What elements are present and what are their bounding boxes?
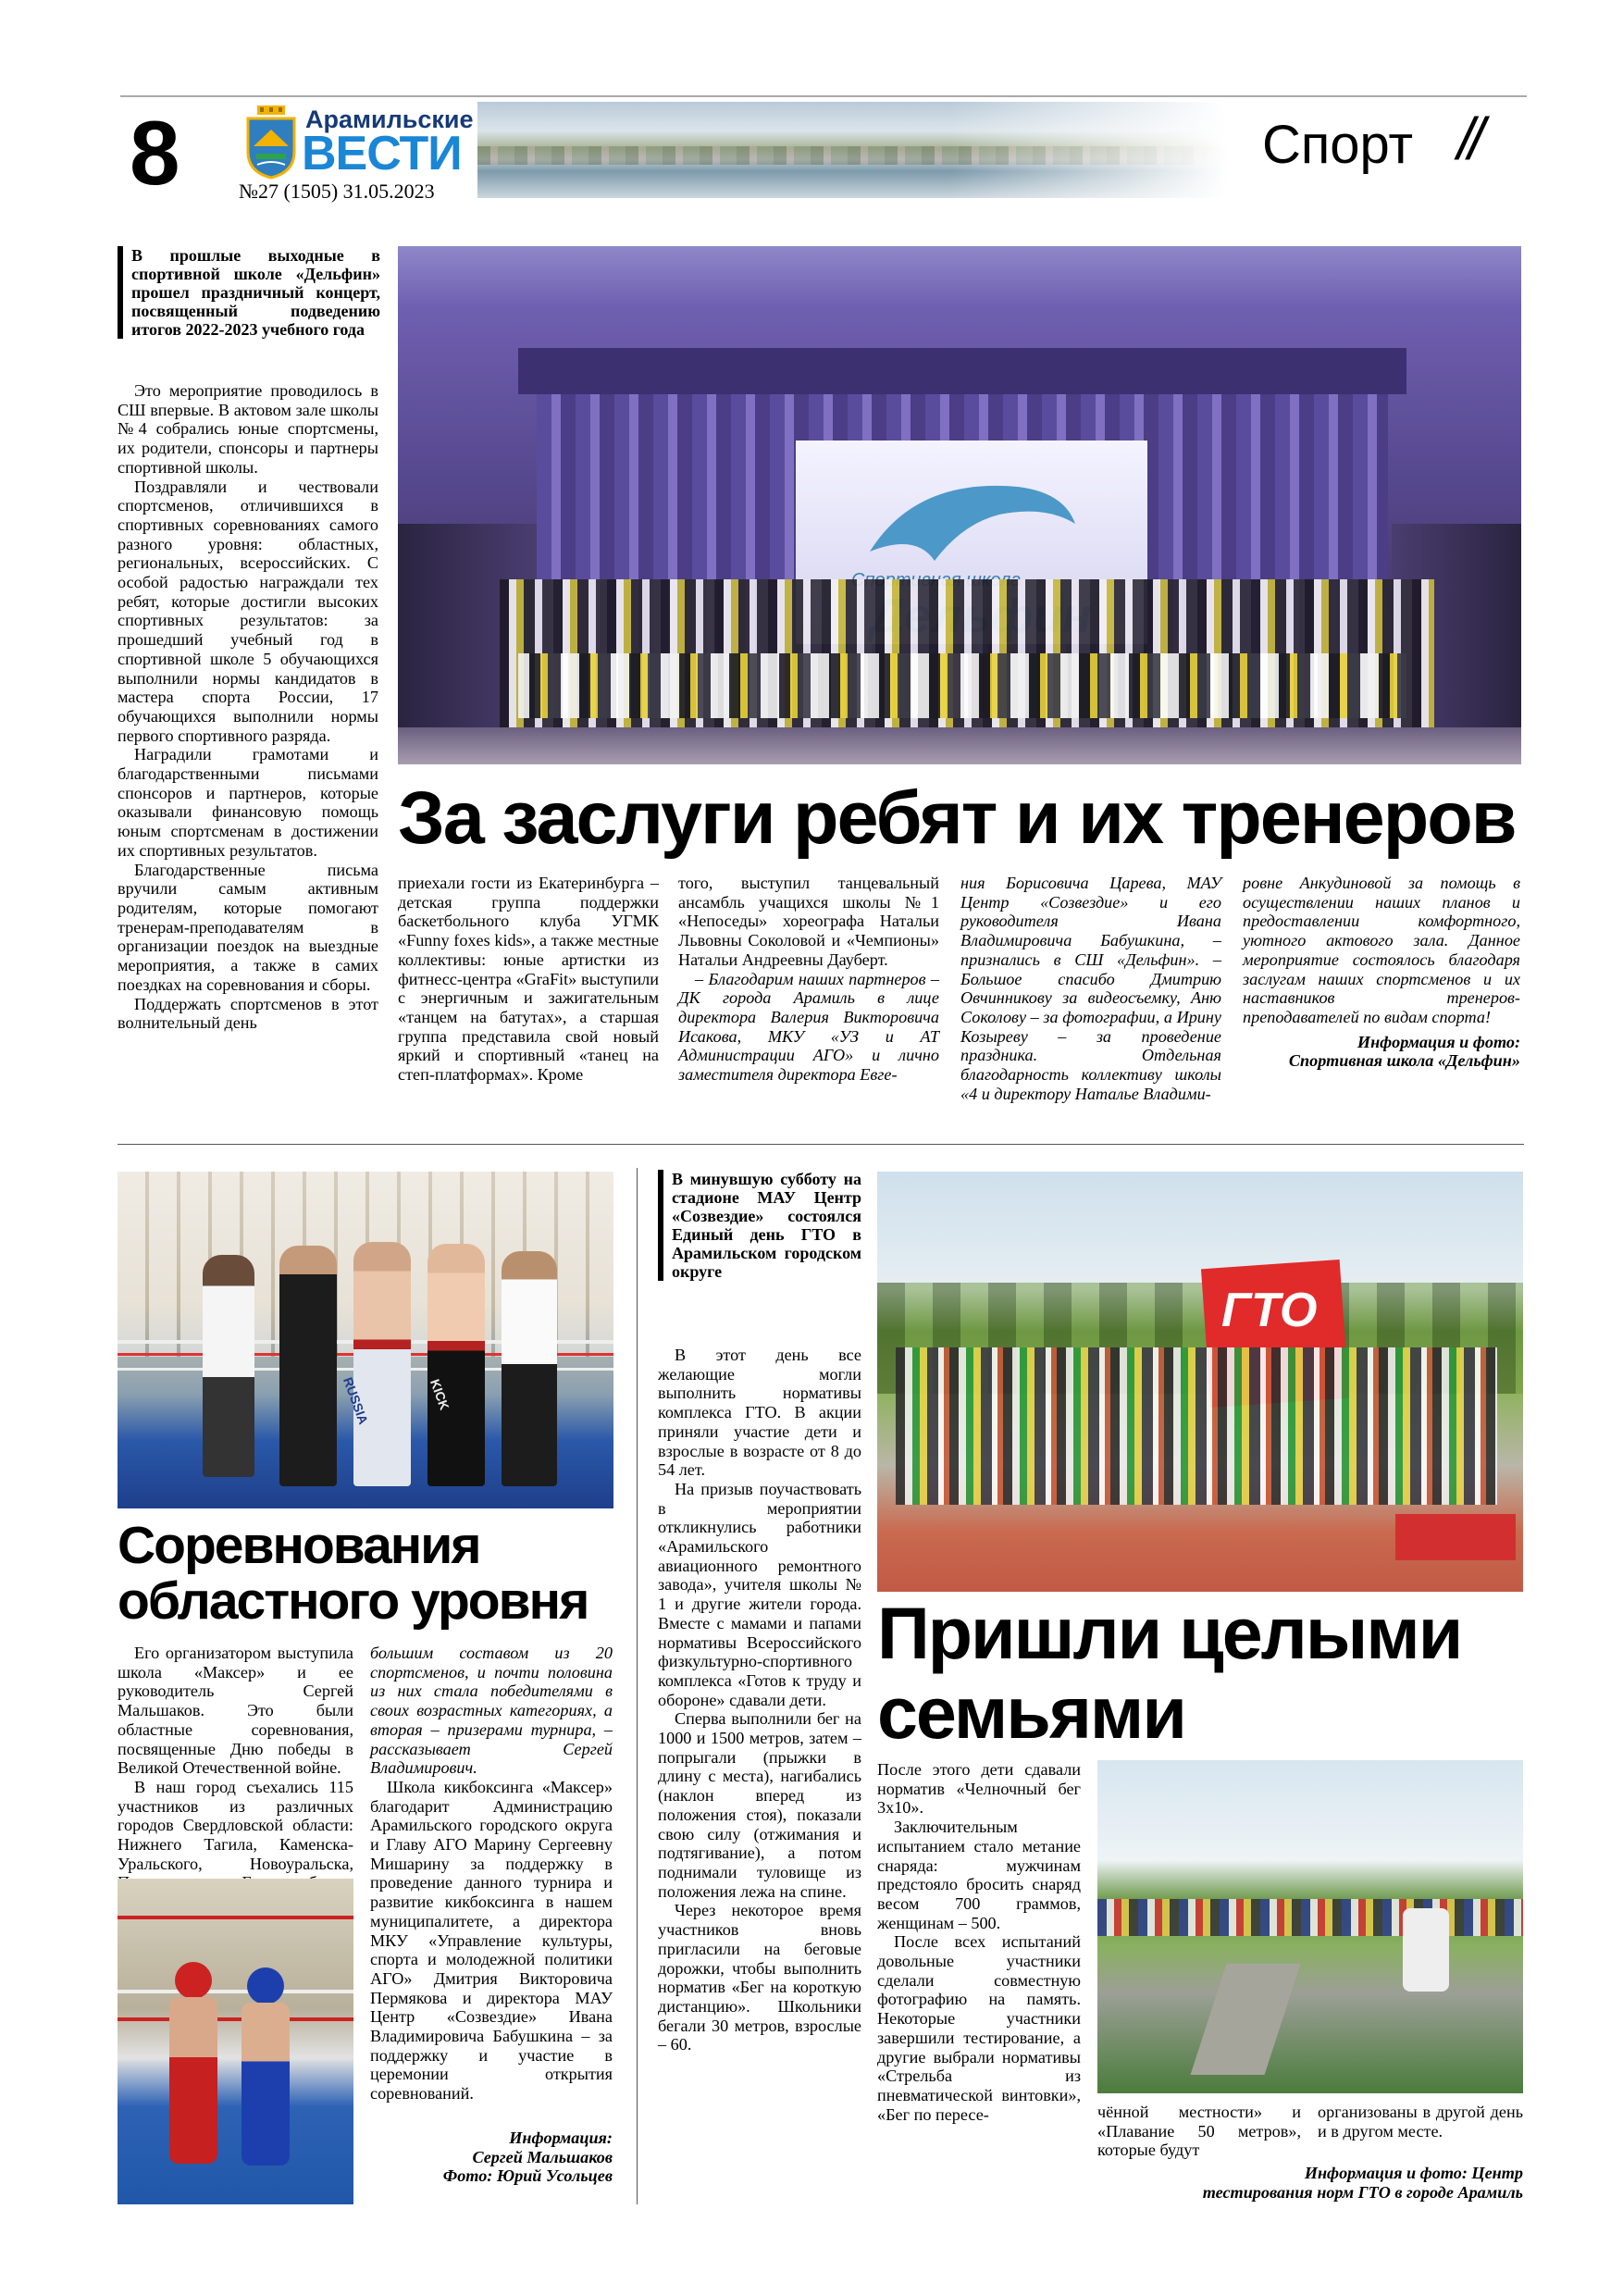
- shorts-text-1: RUSSIA: [340, 1375, 372, 1427]
- paper-logo: [239, 104, 481, 187]
- header-rule: [120, 95, 1527, 97]
- article3-paragraph: После всех испытаний довольные участники сделали совместную фотографию на память. Некоторые участники завершили тестирование, а другие выбрали нормативы «Стрельба из пневматической винтовки», «Бег по пересе-: [877, 1932, 1081, 2124]
- section-divider: [118, 1144, 1524, 1145]
- article1-paragraph: ровне Анкудиновой за помощь в осуществлении наших планов и предоставлении комфортного, уютного актового зала. Данное мероприятие состоялось благодаря заслугам наших спортсменов и их наставников тренеров-преподавателей по видам спорта!: [1243, 874, 1520, 1026]
- article1-paragraph: Это мероприятие проводилось в СШ впервые. В актовом зале школы №4 собрались юные спортсмены, их родители, спонсоры и партнеры спортивной школы.: [118, 381, 378, 477]
- article3-signature: [1097, 2164, 1523, 2202]
- article1-paragraph: того, выступил танцевальный ансамбль учащихся школы №1 «Непоседы» хореографа Натальи Львовны Соколовой и «Чемпионы» Натальи Андреевны Дауберт.: [678, 874, 939, 969]
- article1-column-2: [398, 874, 659, 1085]
- article1-column-1: [118, 381, 378, 1033]
- article2-signature-2: Сергей Мальшаков: [472, 2147, 613, 2166]
- article1-column-4: [960, 874, 1221, 1103]
- concert-stage-photo: [398, 246, 1521, 764]
- article3-paragraph: Заключительным испытанием стало метание снаряда: мужчинам предстояло бросить снаряд весом 700 граммов, женщинам – 500.: [877, 1818, 1081, 1932]
- gto-flag-text: ГТО: [1221, 1284, 1318, 1337]
- kickboxing-fight-photo: [118, 1879, 353, 2204]
- kickboxing-winners-photo: [118, 1172, 613, 1508]
- article2-paragraph: Школа кикбоксинга «Максер» благодарит Администрацию Арамильского городского округа и Главу АГО Марину Сергеевну Мишарину за поддержку в проведение данного турнира и развитие кикбоксинга в нашем муниципалитете, а директора МКУ «Управление культуры, спорта и молодежной политики АГО» Дмитрия Викторовича Пермякова и директора МАУ Центр «Созвездие» Ивана Владимировича Бабушкина – за поддержку и участие в церемонии открытия соревнований.: [370, 1777, 613, 2104]
- article1-paragraph: Наградили грамотами и благодарственными письмами спонсоров и партнеров, которые оказывали финансовую помощь юным спортсменам в достижении их спортивных результатов.: [118, 745, 378, 860]
- article3-paragraph: В этот день все желающие могли выполнить нормативы комплекса ГТО. В акции приняли участие дети и взрослые в возрасте от 8 до 54 лет.: [658, 1346, 861, 1480]
- article1-column-5: [1243, 874, 1520, 1071]
- article1-signature-2: Спортивная школа «Дельфин»: [1288, 1051, 1520, 1071]
- article2-column-1: [118, 1644, 353, 1912]
- paper-name-top: Арамильские: [305, 105, 474, 133]
- article1-paragraph: ния Борисовича Царева, МАУ Центр «Созвездие» и его руководителя Ивана Владимировича Бабушкина, – признались в СШ «Дельфин». – Большое спасибо Дмитрию Овчинникову за видеосъемку, Аню Соколову – за фотографии, а Ирину Козыреву – за проведение праздника. Отдельная благодарность коллективу школы «4 и директору Наталье Владими-: [960, 874, 1221, 1103]
- article1-paragraph: Благодарственные письма вручили самым активным родителям, которые помогают тренерам-преподавателям в организации поездок на выездные мероприятия, а также в самих поездках на соревнования и сборы.: [118, 860, 378, 994]
- article3-paragraph: Сперва выполнили бег на 1000 и 1500 метров, затем – попрыгали (прыжки в длину с места), нагибались (наклон вперед из положения стоя), показали свою силу (отжимания и подтягивание), а потом поднимали туловище из положения лежа на спине.: [658, 1709, 861, 1901]
- article3-signature-2: тестирования норм ГТО в городе Арамиль: [1202, 2182, 1523, 2202]
- article2-signature-1: Информация:: [509, 2128, 613, 2147]
- article3-lead: В минувшую субботу на стадионе МАУ Центр «Созвездие» состоялся Единый день ГТО в Арамильском городском округе: [658, 1170, 861, 1281]
- article1-lead: В прошлые выходные в спортивной школе «Дельфин» прошел праздничный концерт, посвященный подведению итогов 2022-2023 учебного года: [118, 246, 380, 339]
- article2-headline: Соревнования областного уровня: [118, 1516, 588, 1631]
- article1-paragraph: – Благодарим наших партнеров – ДК города Арамиль в лице директора Валерия Викторовича Исакова, МКУ «УЗ и АТ Администрации АГО» и лично заместителя директора Евге-: [678, 969, 939, 1085]
- article2-paragraph: Его организатором выступила школа «Максер» и ее руководитель Сергей Мальшаков. Это были областные соревнования, посвященные Дню победы в Великой Отечественной войне.: [118, 1644, 353, 1778]
- coat-of-arms-icon: [244, 105, 298, 180]
- article2-column-2: [370, 1644, 613, 2104]
- dolphin-logo-icon: [861, 468, 1083, 570]
- article3-column-1: [658, 1346, 861, 2054]
- article3-column-2: [877, 1760, 1081, 2124]
- article2-paragraph: В наш город съехались 115 участников из различных городов Свердловской области: Нижнего Тагила, Каменска-Уральского, Новоуральска,: [118, 1777, 353, 1873]
- article1-headline: За заслуги ребят и их тренеров: [398, 776, 1516, 860]
- column-divider: [637, 1168, 638, 2204]
- article3-paragraph: На призыв поучаствовать в мероприятии откликнулись работники «Арамильского авиационного ремонтного завода», учителя школы № 1 и другие жители города. Вместе с мамами и папами нормативы Всероссийского физкультурно-спортивного комплекса «Готов к труду и обороне» сдавали дети.: [658, 1479, 861, 1709]
- article2-signature: [370, 2128, 613, 2186]
- gto-group-photo: [877, 1172, 1523, 1592]
- article3-column-4: [1318, 2103, 1523, 2141]
- header-panorama-photo: [477, 102, 1227, 198]
- article3-paragraph: чённой местности» и «Плавание 50 метров», которые будут: [1097, 2103, 1301, 2160]
- article3-headline: Пришли целыми семьями: [877, 1592, 1462, 1754]
- shorts-text-2: KICK: [427, 1377, 452, 1412]
- article3-paragraph: организованы в другой день и в другом месте.: [1318, 2103, 1523, 2141]
- issue-info: №27 (1505) 31.05.2023: [239, 180, 435, 203]
- paper-name-main: ВЕСТИ: [302, 127, 462, 180]
- article2-paragraph: большим составом из 20 спортсменов, и почти половина из них стала победителями в своих возрастных категориях, а вторая – призерами турнира, – рассказывает Сергей Владимирович.: [370, 1644, 613, 1778]
- gto-stadium-photo: [1097, 1760, 1523, 2093]
- article1-paragraph: приехали гости из Екатеринбурга – детская группа поддержки баскетбольного клуба УГМК «Funny foxes kids», а также местные коллективы: юные артистки из фитнесс-центра «GraFit» выступили с энергичным и зажигательным «танцем на батутах», а старшая группа представила свой новый яркий и спортивный «танец на степ-платформах». Кроме: [398, 874, 659, 1085]
- article2-signature-3: Фото: Юрий Усольцев: [442, 2166, 613, 2186]
- article1-column-3: [678, 874, 939, 1085]
- article3-signature-1: Информация и фото: Центр: [1304, 2164, 1523, 2182]
- section-title: Спорт: [1262, 115, 1414, 175]
- section-slash-mark: //: [1457, 105, 1480, 172]
- article3-paragraph: После этого дети сдавали норматив «Челночный бег 3х10».: [877, 1760, 1081, 1818]
- article1-paragraph: Поздравляли и чествовали спортсменов, отличившихся в спортивных соревнованиях самого разного уровня: областных, региональных, всероссийских. С особой радостью награждали тех ребят, которые достигли высоких спортивных результатов: за прошедший учебный год в спортивной школе 5 обучающихся выполнили нормы кандидатов в мастера спорта России, 17 обучающихся выполнили нормы первого спортивного разряда.: [118, 477, 378, 745]
- article1-paragraph: Поддержать спортсменов в этот волнительный день: [118, 994, 378, 1033]
- article3-column-3: [1097, 2103, 1301, 2160]
- article1-signature-1: Информация и фото:: [1357, 1032, 1520, 1051]
- page-number: 8: [130, 102, 178, 204]
- article3-paragraph: Через некоторое время участников вновь пригласили на беговые дорожки, чтобы выполнить норматив «Бег на короткую дистанцию». Школьники бегали 30 метров, взрослые – 60.: [658, 1901, 861, 2054]
